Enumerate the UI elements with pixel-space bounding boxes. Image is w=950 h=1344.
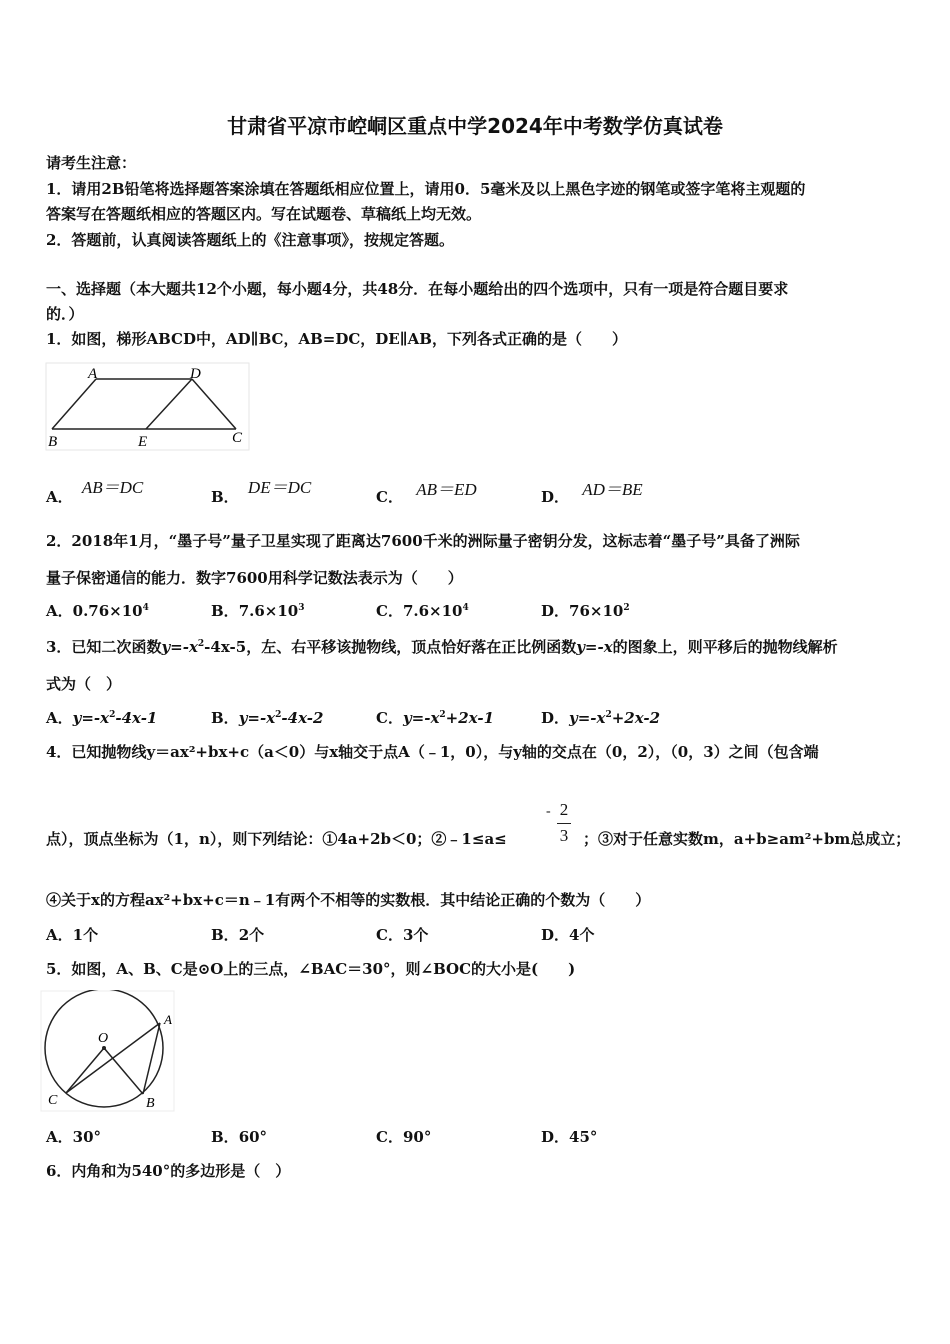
q4-option-c-value: 3个 — [402, 926, 429, 944]
q5-option-d — [541, 1126, 597, 1147]
q3-option-a-lhs: y=-x — [72, 709, 110, 727]
q1-option-a-key: A． — [46, 488, 73, 506]
q4-option-b-key: B． — [211, 926, 239, 944]
q3-option-c — [376, 707, 494, 728]
q1-segment-de — [146, 379, 192, 429]
q3-option-b-rhs: -4x-2 — [281, 709, 324, 727]
q4-option-d-key: D． — [541, 926, 570, 944]
q3-formula-1: y=-x — [161, 638, 198, 656]
q5-option-a-value: 30° — [72, 1128, 102, 1146]
q4-fraction-numerator: 2 — [559, 800, 569, 819]
q3-option-a-exp: 2 — [109, 710, 116, 720]
q3-formula-1-exp: 2 — [197, 639, 205, 649]
q4-option-c-key: C． — [376, 926, 403, 944]
q3-formula-2: y=-x — [576, 638, 613, 656]
q4-stem-line-1: 4．已知抛物线y＝ax²+bx+c（a＜0）与x轴交于点A（﹣1，0），与y轴的交点在（0，2），（0，3）之间（包含端 — [46, 743, 819, 761]
q1-option-d-value: AD＝BE — [582, 480, 643, 499]
q1-option-a — [46, 478, 144, 507]
q5-option-d-value: 45° — [569, 1128, 598, 1146]
q3-formula-1-rest: -4x-5 — [204, 638, 247, 656]
q2-stem-line-1: 2．2018年1月，“墨子号”量子卫星实现了距离达7600千米的洲际量子密钥分发，这标志着“墨子号”具备了洲际 — [46, 532, 800, 550]
q3-option-b-exp: 2 — [275, 710, 282, 720]
q3-option-a — [46, 707, 157, 728]
q2-option-c-base: 7.6×10 — [402, 602, 463, 620]
q5-option-c-key: C． — [376, 1128, 403, 1146]
q3-option-d-lhs: y=-x — [569, 709, 606, 727]
q2-option-b-exp: 3 — [298, 603, 305, 613]
q1-option-d-key: D． — [541, 488, 570, 506]
q5-option-b-value: 60° — [238, 1128, 268, 1146]
q5-option-c-value: 90° — [402, 1128, 432, 1146]
q2-option-c-key: C． — [376, 602, 403, 620]
q1-option-b-key: B． — [211, 488, 239, 506]
q5-option-d-key: D． — [541, 1128, 570, 1146]
q2-option-a-base: 0.76×10 — [72, 602, 143, 620]
q1-option-c-key: C． — [376, 488, 403, 506]
q3-option-d-rhs: +2x-2 — [611, 709, 661, 727]
q3-text-3: 的图象上，则平移后的抛物线解析 — [612, 638, 838, 656]
q5-option-a — [46, 1126, 101, 1147]
q1-segment-dc — [192, 379, 236, 429]
q1-label-d: D — [190, 366, 201, 382]
q6-stem: 6．内角和为540°的多边形是（ ） — [46, 1162, 291, 1180]
q5-label-o: O — [98, 1031, 109, 1046]
q4-stem-line-2b: ；③对于任意实数m，a+b≥am²+bm总成立； — [583, 830, 911, 848]
q1-option-b — [211, 478, 312, 507]
q1-figure-frame — [46, 363, 249, 450]
q2-option-c — [376, 600, 469, 621]
q1-trapezoid-figure — [44, 362, 250, 452]
q3-option-b-lhs: y=-x — [238, 709, 276, 727]
q3-option-d — [541, 707, 660, 728]
notice-line-2: 2．答题前，认真阅读答题纸上的《注意事项》，按规定答题。 — [46, 231, 454, 249]
q3-text-1: 3．已知二次函数 — [46, 638, 162, 656]
q2-option-d-key: D． — [541, 602, 570, 620]
q1-option-c-value: AB＝ED — [416, 480, 477, 499]
q3-stem-line-1 — [46, 636, 838, 657]
q5-segment-oc — [66, 1048, 104, 1093]
notice-heading: 请考生注意： — [46, 154, 137, 172]
q1-option-b-value: DE＝DC — [247, 478, 312, 497]
q4-option-b-value: 2个 — [238, 926, 265, 944]
q1-option-a-value: AB＝DC — [81, 478, 144, 497]
q5-label-a: A — [164, 1012, 172, 1027]
q5-option-a-key: A． — [46, 1128, 73, 1146]
q1-option-d — [541, 482, 643, 507]
q5-center-dot — [102, 1046, 106, 1050]
q4-fraction-denominator: 3 — [559, 826, 569, 845]
q5-segment-ob — [104, 1048, 143, 1094]
q1-segment-ab — [52, 379, 96, 429]
q1-option-c — [376, 482, 477, 507]
q5-label-b: B — [146, 1096, 155, 1111]
q1-label-a: A — [88, 366, 98, 382]
q4-option-b — [211, 924, 264, 945]
notice-line-1b: 答案写在答题纸相应的答题区内。写在试题卷、草稿纸上均无效。 — [46, 205, 482, 223]
q3-option-c-lhs: y=-x — [402, 709, 440, 727]
notice-line-1a: 1．请用2B铅笔将选择题答案涂填在答题纸相应位置上，请用0．5毫米及以上黑色字迹的钢笔或签字笔将主观题的 — [46, 180, 806, 198]
q1-label-e: E — [138, 434, 148, 450]
q5-option-b-key: B． — [211, 1128, 239, 1146]
q1-label-c: C — [232, 430, 243, 446]
q4-option-a — [46, 924, 98, 945]
q2-option-a-key: A． — [46, 602, 73, 620]
q3-option-a-rhs: -4x-1 — [115, 709, 158, 727]
q4-fraction-minus: - — [546, 804, 551, 819]
q3-option-c-rhs: +2x-1 — [445, 709, 495, 727]
q4-option-d — [541, 924, 594, 945]
q4-option-a-value: 1个 — [72, 926, 99, 944]
q2-option-d-exp: 2 — [623, 603, 630, 613]
q4-stem-line-3: ④关于x的方程ax²+bx+c＝n﹣1有两个不相等的实数根．其中结论正确的个数为（ ） — [46, 891, 651, 909]
q3-option-b — [211, 707, 323, 728]
q2-option-b-key: B． — [211, 602, 239, 620]
q3-text-2: ，左、右平移该抛物线，顶点恰好落在正比例函数 — [246, 638, 577, 656]
q2-option-b-base: 7.6×10 — [238, 602, 299, 620]
q3-option-d-exp: 2 — [605, 710, 612, 720]
q2-stem-line-2: 量子保密通信的能力．数字7600用科学记数法表示为（ ） — [46, 569, 463, 587]
q3-stem-line-2: 式为（ ） — [46, 675, 122, 693]
q2-option-d — [541, 600, 630, 621]
q2-option-d-base: 76×10 — [569, 602, 624, 620]
page-title: 甘肃省平凉市崆峒区重点中学2024年中考数学仿真试卷 — [227, 114, 723, 138]
q5-option-c — [376, 1126, 431, 1147]
q2-option-b — [211, 600, 305, 621]
q1-label-b: B — [48, 434, 58, 450]
q5-circle-figure — [40, 990, 176, 1112]
q3-option-a-key: A． — [46, 709, 73, 727]
q3-option-c-exp: 2 — [439, 710, 446, 720]
q1-stem: 1．如图，梯形ABCD中，AD∥BC，AB=DC，DE∥AB，下列各式正确的是（ ） — [46, 330, 627, 348]
q2-option-a-exp: 4 — [142, 603, 149, 613]
q2-option-c-exp: 4 — [462, 603, 469, 613]
q4-option-d-value: 4个 — [569, 926, 595, 944]
q2-option-a — [46, 600, 149, 621]
q5-option-b — [211, 1126, 267, 1147]
q5-stem: 5．如图，A、B、C是⊙O上的三点，∠BAC＝30°，则∠BOC的大小是( ) — [46, 960, 576, 978]
q3-option-d-key: D． — [541, 709, 570, 727]
q4-stem-line-2a: 点），顶点坐标为（1，n），则下列结论：①4a+2b＜0；②﹣1≤a≤ — [46, 830, 507, 848]
section-heading-b: 的．） — [46, 305, 84, 323]
q3-option-b-key: B． — [211, 709, 239, 727]
q3-option-c-key: C． — [376, 709, 403, 727]
q4-option-a-key: A． — [46, 926, 73, 944]
q4-option-c — [376, 924, 428, 945]
q4-fraction-bar — [557, 823, 571, 824]
section-heading-a: 一、选择题（本大题共12个小题，每小题4分，共48分．在每小题给出的四个选项中，只有一项是符合题目要求 — [46, 280, 789, 298]
q5-label-c: C — [48, 1093, 58, 1108]
